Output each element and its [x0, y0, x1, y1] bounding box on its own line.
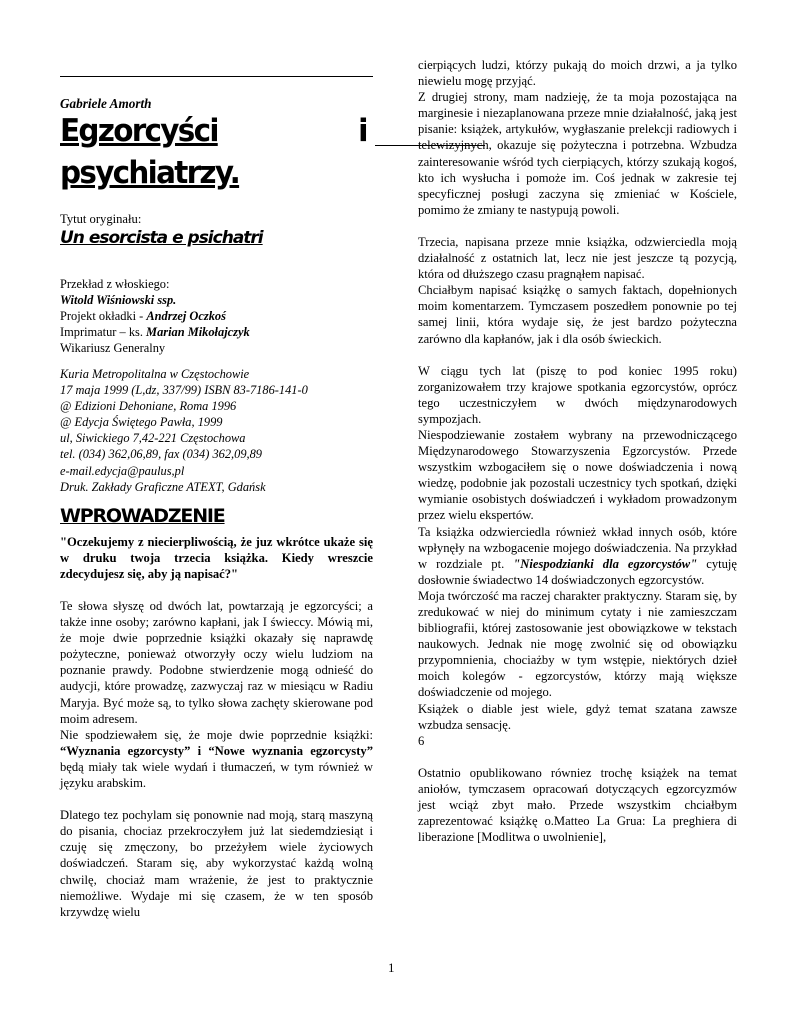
top-rule [60, 76, 373, 77]
paragraph: Książek o diable jest wiele, gdyż temat szatana zawsze wzbudza sensację. [418, 701, 737, 732]
pub-line: ul, Siwickiego 7,42-221 Częstochowa [60, 431, 246, 446]
page-number: 1 [388, 960, 395, 975]
cover-author: Andrzej Oczkoś [146, 309, 226, 324]
text-run: cytuję dosłownie świadectwo 14 doświadczonych egzorcystów. [418, 556, 737, 587]
inline-number: 6 [418, 733, 425, 748]
cover-credit [60, 308, 250, 324]
translator: Witold Wiśniowski ssp. [60, 293, 177, 308]
title-line-1: Egzorcyści [60, 113, 218, 149]
left-body [60, 598, 373, 920]
pub-line: Druk. Zakłady Graficzne ATEXT, Gdańsk [60, 479, 266, 494]
original-title-label: Tytut oryginału: [60, 212, 142, 226]
translation-label: Przekład z włoskiego: [60, 277, 170, 291]
paragraph: Te słowa słyszę od dwóch lat, powtarzają je egzorcyści; a także inne osoby; zarówno kapłani, jak I świeccy. Mówią mi, że moje dwie poprzednie książki okazały się naprawdę pożyteczne, ponieważ otworzyły oczy wielu ludziom na poznanie prawdy. Podobne stwierdzenie mogą odnieść do audycji, które prowadzę, zazwyczaj raz w miesiącu w Radiu Maryja. Być może są, to tylko słowa zachęty skierowane pod moim adresem. [60, 599, 373, 726]
original-title: Un esorcista e psichatri [60, 228, 263, 248]
credits [60, 276, 250, 356]
pub-line: e-mail.edycja@paulus,pl [60, 463, 185, 478]
pub-line: @ Edizioni Dehoniane, Roma 1996 [60, 399, 237, 414]
paragraph [418, 524, 737, 588]
pub-line: 17 maja 1999 (L,dz, 337/99) ISBN 83-7186-141-0 [60, 383, 308, 398]
imprimatur [60, 324, 250, 340]
paragraph: Trzecia, napisana przeze mnie książka, odzwierciedla moją działalność z ostatnich lat, lecz nie jest jeszcze tą pozycją, która od dłuższego czasu pragnąłem napisać. [418, 234, 737, 282]
paragraph: Moja twórczość ma raczej charakter praktyczny. Staram się, by zredukować w niej do minimum cytaty i nie zamieszczam bibliografii, której zastosowanie jest obowiązkowe w tekstach naukowych. Jednak nie mogę zwolnić się od obowiązku przypomnienia, chociażby w tym wstępie, niektórych dzieł moich kolegów - egzorcystów, którzy mają większe doświadczenie od mojego. [418, 588, 737, 700]
text-run: Ta książka odzwierciedla również wkład innych osób, które wpłynęły na wzbogacenie mojego doświadczenia. Na przykład w rozdziale pt. [418, 524, 737, 571]
publication-info [60, 366, 308, 495]
paragraph: Chciałbym napisać książkę o samych faktach, dopełnionych moim komentarzem. Tymczasem poszedłem ponownie po tej samej linii, która wydaje się, że jest bardzo pożyteczna zarówno dla kapłanów, jak i dla osób świeckich. [418, 283, 737, 346]
paragraph: W ciągu tych lat (piszę to pod koniec 1995 roku) zorganizowałem trzy krajowe spotkania egzorcystów, oprócz tego uczestniczyłem w dwóch międzynarodowych sympozjach. [418, 363, 737, 426]
paragraph: Ostatnio opublikowano równiez trochę książek na temat aniołów, tymczasem opracowań dotyczących egzorcyzmów jest wciąż zbyt mało. Przede wszystkim chciałbym zaprezentować książkę o.Matteo La Grua: La preghiera di liberazione [Modlitwa o uwolnienie], [418, 765, 737, 845]
pub-line: Kuria Metropolitalna w Częstochowie [60, 367, 250, 381]
author: Gabriele Amorth [60, 96, 152, 111]
right-body [418, 57, 737, 845]
book-titles: “Wyznania egzorcysty” i “Nowe wyznania egzorcysty” [60, 743, 373, 758]
title-line-2: psychiatrzy. [60, 155, 240, 191]
text-run: Nie spodziewałem się, że moje dwie poprzednie książki: [60, 727, 373, 742]
paragraph: Z drugiej strony, mam nadzieję, że ta moja pozostająca na marginesie i niezaplanowana przeze mnie działalność, jaką jest pisanie: książek, artykułów, wygłaszanie prelekcji radiowych i telewizyjnych, okazuje się pożyteczna i potrzebna. Wzbudza zainteresowanie wśród tych cierpiących, którzy szukają kogoś, kto ich wysłucha i pomoże im. Coś jednak w zakresie tej specyficznej posługi zaczyna się zmieniać w Kościele, pomimo że zmiany te nastypują powoli. [418, 90, 737, 217]
title-conjunction: i [358, 113, 369, 149]
imprimatur-label: Imprimatur – ks. [60, 325, 143, 340]
paragraph: Niespodziewanie zostałem wybrany na przewodniczącego Międzynarodowego Stowarzyszenia Egzorcystów. Przede wszystkim wzbogaciłem się o nowe doświadczenia i nową wiedzę, podobnie jak pozostali uczestnicy tych spotkań, dzięki wymianie osobistych doświadczeń i wykładom prowadzonym przez wielu ekspertów. [418, 427, 737, 523]
chapter-title: "Niespodzianki dla egzorcystów" [513, 556, 698, 571]
intro-quote: "Oczekujemy z niecierpliwością, że juz wkrótce ukaże się w druku twoja trzecia książka. Kiedy wreszcie zdecydujesz się, aby ją napisać?" [60, 535, 373, 582]
paragraph: cierpiących ludzi, którzy pukają do moich drzwi, a ja tylko niewielu mogę przyjąć. [418, 58, 737, 89]
pub-line: @ Edycja Świętego Pawła, 1999 [60, 415, 223, 430]
imprimatur-name: Marian Mikołajczyk [146, 325, 250, 340]
pub-line: tel. (034) 362,06,89, fax (034) 362,09,89 [60, 447, 263, 462]
paragraph [60, 727, 373, 791]
text-run: będą miały tak wiele wydań i tłumaczeń, w tym również w języku arabskim. [60, 759, 373, 791]
section-heading: WPROWADZENIE [60, 505, 225, 527]
vicar: Wikariusz Generalny [60, 341, 166, 356]
cover-label: Projekt okładki - [60, 309, 144, 324]
paragraph: Dlatego tez pochylam się ponownie nad moją, starą maszyną do pisania, chociaz przekroczyłem już lat siedemdziesiąt i czuję się zmęczony, bo przeżyłem wiele życiowych doświadczeń. Staram się, aby wykorzystać każdą wolną chwilę, chociaż mam wrażenie, że jest to praktycznie niemożliwe. Wydaje mi się czasem, że w ten sposób krzywdzę wielu [60, 808, 373, 919]
